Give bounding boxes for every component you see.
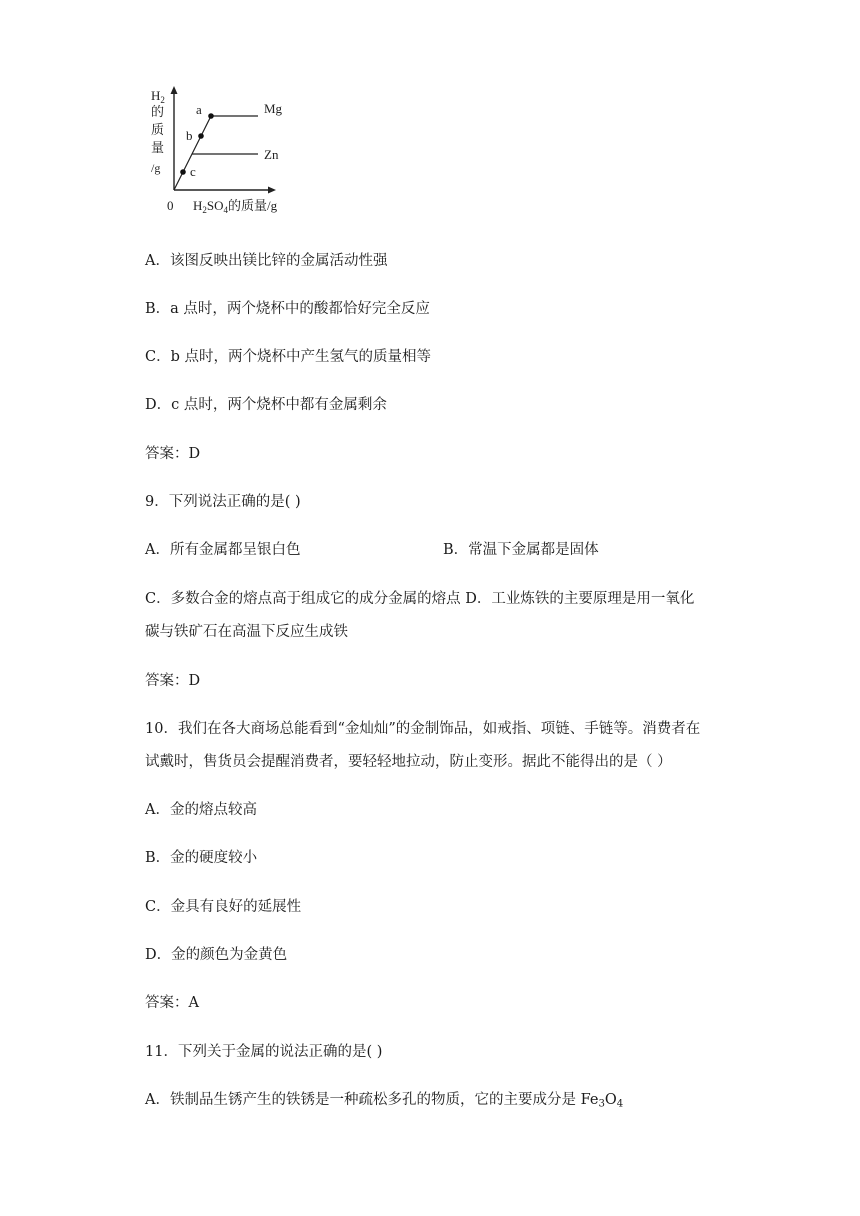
q10-option-d: D．金的颜色为金黄色 — [145, 947, 288, 963]
q11-stem: 11．下列关于金属的说法正确的是( ) — [145, 1044, 383, 1060]
x-axis-arrow — [268, 187, 276, 194]
q11-option-a-o: O — [604, 1092, 617, 1108]
point-a-label: a — [196, 102, 202, 117]
q9-option-a: A．所有金属都呈银白色 — [145, 542, 301, 558]
q11-option-a-sub-4: 4 — [616, 1098, 624, 1110]
q11-option-a-sub-3: 3 — [598, 1098, 605, 1110]
point-a — [208, 113, 214, 119]
q9-option-cd-line-2: 碳与铁矿石在高温下反应生成铁 — [145, 624, 348, 640]
y-axis-label-chem: $H_2$ — [151, 88, 165, 105]
y-axis-label-line-4: /g — [151, 161, 161, 175]
point-b-label: b — [186, 128, 193, 143]
q10-option-a: A．金的熔点较高 — [145, 802, 257, 818]
q8-option-c: C．b 点时，两个烧杯中产生氢气的质量相等 — [145, 349, 431, 365]
y-axis-label-line-1: 的 — [151, 104, 165, 119]
point-c — [180, 169, 186, 175]
series-label-zn: Zn — [264, 147, 279, 162]
y-axis-label-line-3: 量 — [151, 140, 165, 155]
point-c-label: c — [190, 164, 196, 179]
q8-option-a: A．该图反映出镁比锌的金属活动性强 — [145, 253, 388, 269]
q9-option-cd-line-1: C．多数合金的熔点高于组成它的成分金属的熔点 D．工业炼铁的主要原理是用一氧化 — [145, 591, 695, 607]
point-b — [198, 133, 204, 139]
x-axis-label: $H_2SO_4$的质量/g — [193, 198, 278, 215]
q11-option-a — [145, 1088, 623, 1110]
q10-stem-line-2: 试戴时，售货员会提醒消费者，要轻轻地拉动，防止变形。据此不能得出的是（ ） — [145, 754, 672, 770]
y-axis-arrow — [171, 86, 178, 94]
q8-option-d: D．c 点时，两个烧杯中都有金属剩余 — [145, 397, 387, 413]
q8-answer: 答案：D — [145, 446, 201, 462]
q9-answer: 答案：D — [145, 673, 201, 689]
q11-option-a-text: A．铁制品生锈产生的铁锈是一种疏松多孔的物质，它的主要成分是 Fe — [145, 1092, 599, 1108]
q9-option-b: B．常温下金属都是固体 — [443, 542, 599, 558]
origin-label: 0 — [167, 198, 174, 213]
q9-stem: 9．下列说法正确的是( ) — [145, 494, 301, 510]
series-label-mg: Mg — [264, 101, 283, 116]
q8-option-b: B．a 点时，两个烧杯中的酸都恰好完全反应 — [145, 301, 430, 317]
q10-answer: 答案：A — [145, 995, 199, 1011]
y-axis-label-line-2: 质 — [151, 122, 165, 137]
q10-option-b: B．金的硬度较小 — [145, 850, 258, 866]
q10-option-c: C．金具有良好的延展性 — [145, 899, 302, 915]
hydrogen-mass-graph — [143, 86, 303, 218]
q10-stem-line-1: 10．我们在各大商场总能看到“金灿灿”的金制饰品，如戒指、项链、手链等。消费者在 — [145, 721, 701, 737]
